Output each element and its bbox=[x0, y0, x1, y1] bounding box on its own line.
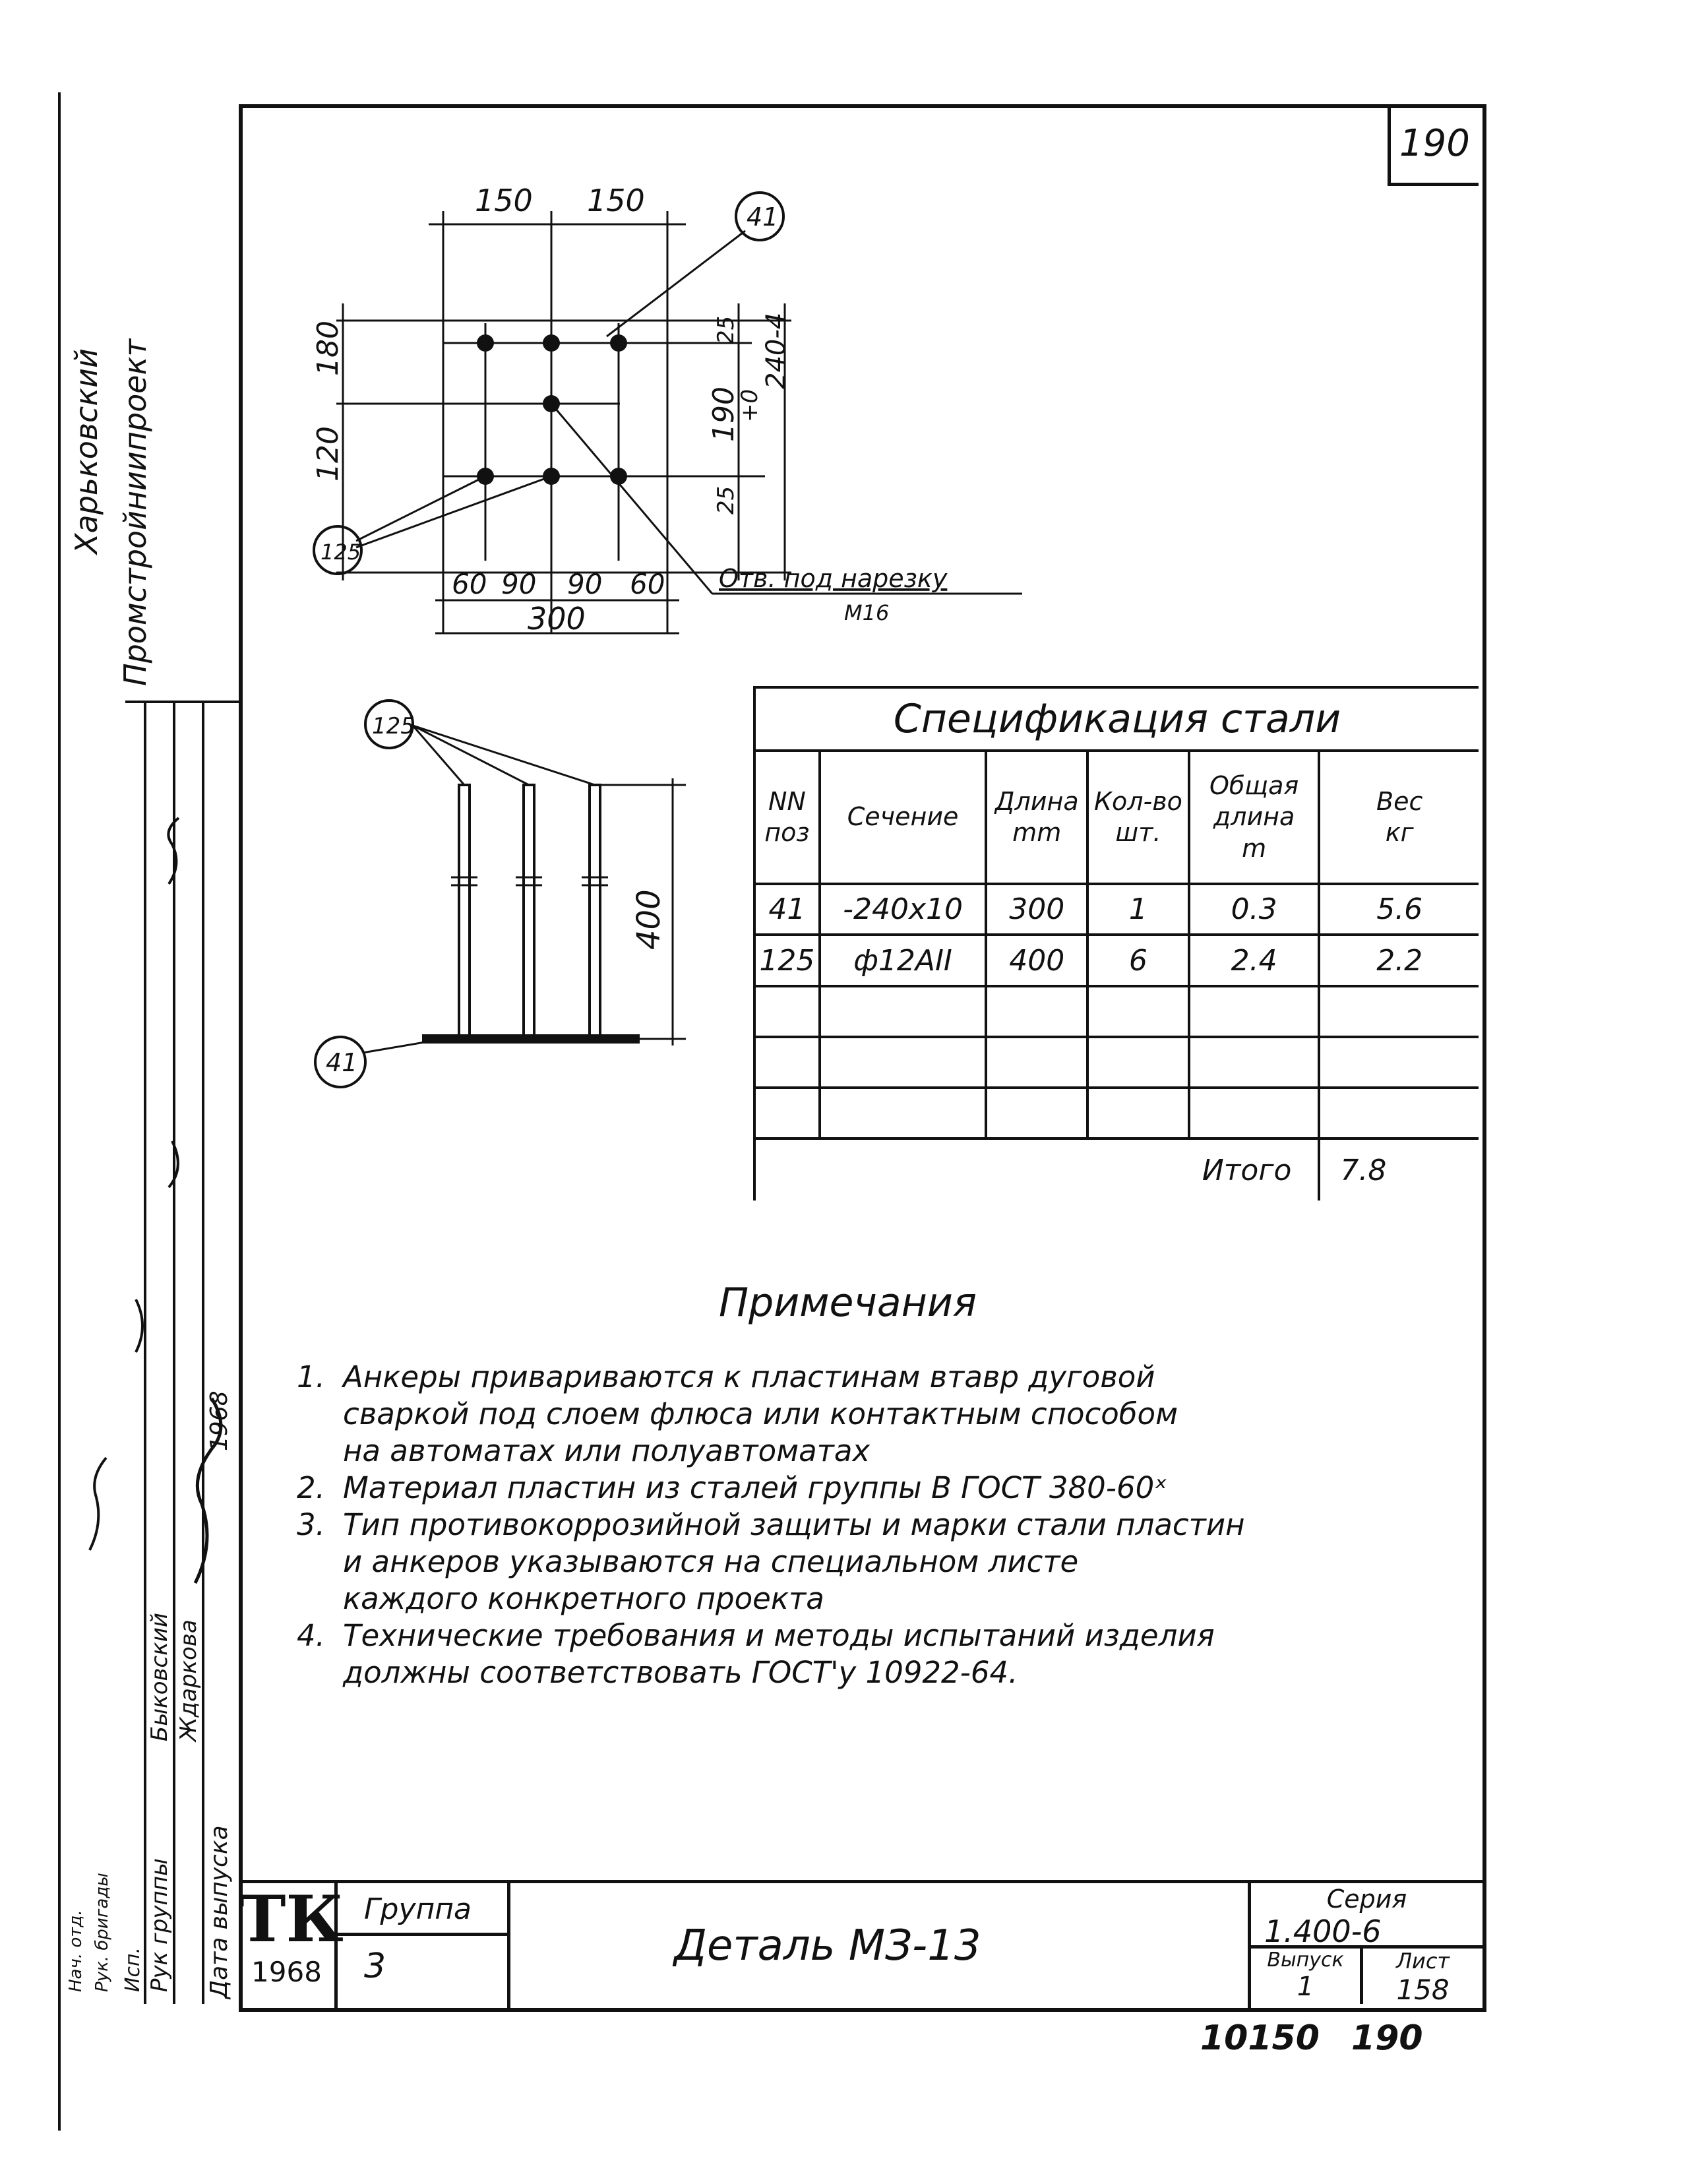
dim-right-tol: +0 bbox=[737, 389, 763, 422]
title-text: Деталь МЗ-13 bbox=[674, 1921, 981, 1970]
note-item-2: 2. Материал пластин из сталей группы В ГОСТ 380-60ˣ bbox=[297, 1470, 1168, 1505]
sheet-label: Лист bbox=[1395, 1949, 1450, 1974]
issue-value: 1 bbox=[1297, 1972, 1314, 2002]
hole-note: Отв. под нарезку bbox=[719, 564, 948, 593]
stamp-role-3: Рук. бригады bbox=[92, 1873, 112, 1992]
plan-callout-plate: 41 bbox=[747, 203, 779, 232]
series-value: 1.400-6 bbox=[1251, 1914, 1482, 1949]
dim-left-2: 120 bbox=[311, 426, 345, 482]
side-view-drawing bbox=[290, 693, 752, 1102]
sheet-number-box bbox=[1388, 104, 1479, 186]
stamp-role-2: Исп. bbox=[121, 1947, 144, 1992]
spec-header-qty: Кол-во шт. bbox=[1087, 751, 1189, 884]
dim-top-2: 150 bbox=[587, 183, 645, 218]
footer-code: 10150 190 bbox=[1200, 2018, 1423, 2058]
dim-right-2: 190 bbox=[707, 387, 741, 442]
side-height-dim: 400 bbox=[630, 889, 667, 950]
stamp-org2: Промстройниипроект bbox=[117, 338, 153, 686]
logo: ТК bbox=[239, 1882, 344, 1956]
sheet-value: 158 bbox=[1396, 1974, 1450, 2006]
side-callout-plate: 41 bbox=[326, 1048, 358, 1077]
table-row bbox=[754, 986, 1479, 1037]
note-item-3: 3. Тип противокоррозийной защиты и марки стали пластин и анкеров указываются на специальном листе каждого конкретного проекта bbox=[297, 1507, 1245, 1616]
stamp-name-1: Ждаркова bbox=[175, 1619, 202, 1741]
series-cell bbox=[1248, 1883, 1482, 2008]
dim-right-total: 240-4 bbox=[761, 312, 791, 389]
binding-margin-line bbox=[58, 92, 61, 2131]
spec-header-weight: Вес кг bbox=[1319, 751, 1479, 884]
dim-bottom-2: 90 bbox=[501, 568, 537, 600]
spec-header-total-length: Общая длина m bbox=[1189, 751, 1320, 884]
title-logo-cell bbox=[239, 1882, 344, 2008]
stamp-role-1: Рук группы bbox=[146, 1858, 173, 1992]
group-label: Группа bbox=[338, 1883, 507, 1936]
dim-bottom-total: 300 bbox=[528, 601, 586, 637]
spec-title: Спецификация стали bbox=[754, 687, 1479, 751]
stamp-date-label: Дата выпуска bbox=[206, 1825, 233, 1999]
group-value: 3 bbox=[364, 1947, 386, 1986]
stamp-date-value: 1968 bbox=[206, 1390, 233, 1451]
series-label: Серия bbox=[1326, 1885, 1407, 1914]
spec-header-section: Сечение bbox=[820, 751, 987, 884]
plan-callout-anchor: 125 bbox=[321, 540, 361, 565]
note-item-4: 4. Технические требования и методы испытаний изделия должны соответствовать ГОСТ'у 10922-64. bbox=[297, 1618, 1215, 1690]
issue-label: Выпуск bbox=[1267, 1949, 1344, 1972]
dim-bottom-3: 90 bbox=[567, 568, 603, 600]
stamp-name-2: Быковский bbox=[146, 1613, 173, 1741]
table-row: 41 -240x10 300 1 0.3 5.6 bbox=[754, 884, 1479, 935]
side-callout-anchor: 125 bbox=[372, 713, 415, 739]
dim-right-1: 25 bbox=[713, 315, 739, 344]
logo-year: 1968 bbox=[251, 1956, 322, 1988]
stamp-signatures bbox=[63, 726, 235, 1715]
table-row bbox=[754, 1037, 1479, 1088]
dim-left-1: 180 bbox=[311, 321, 345, 376]
table-row: 125 ф12AII 400 6 2.4 2.2 bbox=[754, 935, 1479, 985]
spec-header-length: Длина mm bbox=[986, 751, 1087, 884]
title-block bbox=[239, 1880, 1482, 2008]
table-row bbox=[754, 1088, 1479, 1139]
dim-bottom-1: 60 bbox=[452, 568, 487, 600]
sheet-number: 190 bbox=[1399, 122, 1470, 165]
spec-header-pos: NN поз bbox=[754, 751, 820, 884]
notes-title: Примечания bbox=[719, 1280, 977, 1326]
hole-thread: M16 bbox=[844, 600, 890, 625]
spec-table bbox=[753, 686, 1479, 1201]
spec-total-value: 7.8 bbox=[1319, 1139, 1479, 1201]
stamp-role-4: Нач. отд. bbox=[66, 1910, 86, 1992]
notes-list bbox=[297, 1359, 1471, 1691]
dim-top-1: 150 bbox=[475, 183, 533, 218]
dim-right-3: 25 bbox=[713, 485, 739, 515]
note-item-1: 1. Анкеры привариваются к пластинам втавр дуговой сваркой под слоем флюса или контактным способом на автоматах или полуавтоматах bbox=[297, 1359, 1178, 1468]
spec-total-label: Итого bbox=[754, 1139, 1319, 1201]
dim-bottom-4: 60 bbox=[630, 568, 665, 600]
plan-view-drawing bbox=[264, 172, 1042, 660]
stamp-org1: Харьковский bbox=[69, 348, 104, 554]
group-cell bbox=[338, 1883, 510, 2008]
